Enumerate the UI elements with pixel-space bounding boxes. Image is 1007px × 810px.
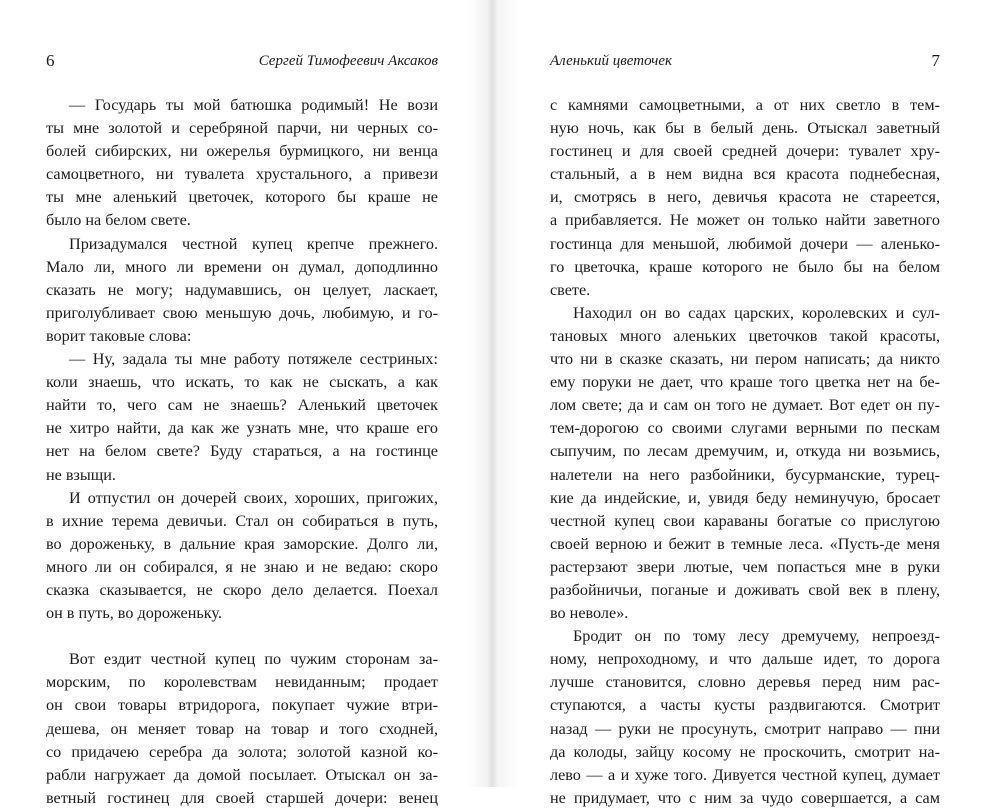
- text-line: свете.: [550, 280, 591, 299]
- text-line: он свои товары втридорога, покупает чужие втри-: [46, 696, 438, 715]
- text-line: в ихние терема девичьи. Стал он собираться в путь,: [46, 511, 438, 530]
- left-page-text: [46, 94, 438, 810]
- text-line: ты мне аленький цветочек, которого бы краше не: [46, 188, 438, 207]
- text-line: и, смотрясь в него, девичья красота не стареется,: [550, 188, 940, 207]
- text-line: лом свете; да и сам он того не думает. Вот едет он пу-: [550, 396, 940, 415]
- text-line: лево — а и хуже того. Дивуется честной купец, думает: [550, 765, 940, 784]
- text-line: стальный, а в нем видна вся красота поднебесная,: [550, 165, 940, 184]
- text-line: лучше становится, словно деревья перед ним рас-: [550, 673, 940, 692]
- text-line: Призадумался честной купец крепче прежнего.: [69, 234, 438, 253]
- text-line: ты мне золотой и серебряной парчи, ни черных со-: [46, 119, 438, 138]
- text-line: приголубливает свою меньшую дочь, любимую, и го-: [46, 303, 438, 322]
- text-line: да колоды, зайцу косому не проскочить, смотрит на-: [550, 742, 940, 761]
- text-line: с камнями самоцветными, а от них светло в тем-: [550, 96, 940, 114]
- text-line: он в путь, во дороженьку.: [46, 604, 222, 623]
- text-line: не взыщи.: [46, 465, 116, 484]
- text-line: было на белом свете.: [46, 211, 191, 230]
- text-line: ему поруки не дает, что краше того цветка нет на бе-: [550, 373, 940, 392]
- text-line: болей сибирских, ни ожерелья бурмицкого, ни венца: [46, 142, 438, 161]
- text-line: во дороженьку, в дальние края заморские. Долго ли,: [46, 534, 438, 553]
- text-line: не придумает, что с ним за чудо совершается, а сам: [550, 788, 940, 807]
- page-number-left: 6: [46, 51, 55, 70]
- text-line: Бродит он по тому лесу дремучему, непроезд-: [573, 627, 940, 646]
- text-line: кие да индейские, и, увидя беду неминучую, бросает: [550, 488, 940, 507]
- text-line: гостинец и для своей средней дочери: тувалет хру-: [550, 142, 940, 161]
- text-line: найти то, чего сам не знаешь? Аленький цветочек: [46, 396, 438, 415]
- text-line: нет на белом свете? Буду стараться, а на гостинце: [46, 442, 438, 461]
- text-line: а прибавляется. Не может он только найти заветного: [550, 211, 940, 230]
- text-line: И отпустил он дочерей своих, хороших, пригожих,: [69, 488, 438, 507]
- text-line: рабли нагружает да домой посылает. Отыскал он за-: [46, 765, 438, 784]
- text-line: сыпучим, по лесам дремучим, и, откуда ни возьмись,: [550, 442, 940, 461]
- left-running-head: [46, 50, 438, 72]
- text-line: ную ночь, как бы в белый день. Отыскал заветный: [550, 119, 940, 138]
- text-line: назад — руки не просунуть, смотрит направо — пни: [550, 719, 940, 738]
- text-line: тановых много аленьких цветочков такой красоты,: [550, 326, 940, 345]
- text-line: Находил он во садах царских, королевских и сул-: [573, 303, 940, 322]
- left-page: [0, 0, 492, 807]
- page-number-right: 7: [931, 51, 940, 70]
- text-line: сказать не могу; надумавшись, он целует, ласкает,: [46, 280, 438, 299]
- text-line: — Государь ты мой батюшка родимый! Не вози: [69, 96, 438, 114]
- text-line: дешева, он меняет товар на товар и того сходней,: [46, 719, 438, 738]
- right-page: [492, 0, 1007, 807]
- text-line: растерзают звери лютые, чем попасться мне в руки: [550, 557, 940, 576]
- text-line: коли знаешь, что искать, то как не сыскать, а как: [46, 373, 438, 392]
- text-line: во неволе».: [550, 604, 629, 623]
- text-line: налетели на него разбойники, бусурманские, турец-: [550, 465, 940, 484]
- text-line: ступаются, а часты кусты раздвигаются. Смотрит: [550, 696, 940, 715]
- text-line: ворит таковые слова:: [46, 326, 192, 345]
- text-line: тем-дорогою со своими слугами верными по пескам: [550, 419, 940, 438]
- text-line: ному, непроходному, и что дальше идет, то дорога: [550, 650, 940, 669]
- text-line: гостинца для меньшой, любимой дочери — аленько-: [550, 234, 940, 253]
- right-page-text: [550, 94, 940, 810]
- text-line: ветный гостинец для своей старшей дочери: венец: [46, 788, 438, 807]
- text-line: своей верною и бежит в темные леса. «Пусть-де меня: [550, 534, 940, 553]
- text-line: Мало ли, много ли времени он думал, доподлинно: [46, 257, 438, 276]
- text-line: [46, 625, 438, 648]
- text-line: — Ну, задала ты мне работу потяжеле сестриных:: [69, 350, 438, 369]
- text-line: что ни в сказке сказать, ни пером написать; да никто: [550, 350, 940, 369]
- text-line: Вот ездит честной купец по чужим сторонам за-: [69, 650, 438, 669]
- text-line: самоцветного, ни тувалета хрустального, а привези: [46, 165, 438, 184]
- text-line: честной купец свои караваны богатые со прислугою: [550, 511, 940, 530]
- right-running-head: [550, 50, 940, 72]
- author-running-head: Сергей Тимофеевич Аксаков: [258, 53, 438, 69]
- text-line: много ли он собирался, я не знаю и не ведаю: скоро: [46, 557, 438, 576]
- text-line: со придачею серебра да золота; золотой казной ко-: [46, 742, 438, 761]
- text-line: го цветочка, краше которого не было бы на белом: [550, 257, 940, 276]
- text-line: не хитро найти, да как же узнать мне, что краше его: [46, 419, 438, 438]
- text-line: сказка сказывается, не скоро дело делается. Поехал: [46, 580, 438, 599]
- text-line: разбойничьи, поганые и доживать свой век в плену,: [550, 580, 940, 599]
- text-line: морским, по королевствам невиданным; продает: [46, 673, 438, 692]
- title-running-head: Аленький цветочек: [550, 53, 673, 69]
